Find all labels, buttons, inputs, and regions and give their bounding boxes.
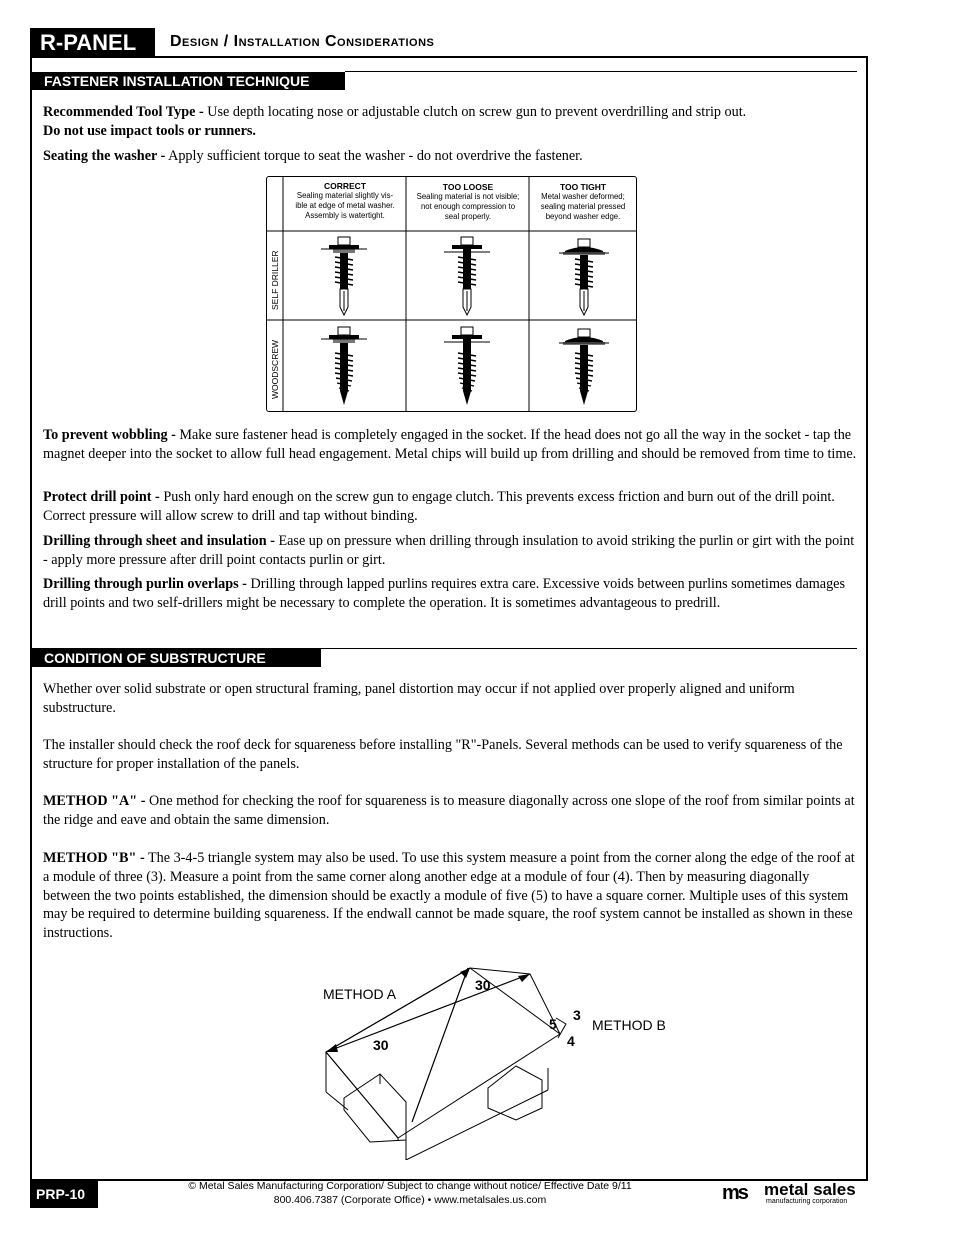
woodscrew-too-tight-icon bbox=[559, 325, 609, 409]
column-desc: Metal washer deformed; bbox=[541, 192, 625, 201]
label-purlin-overlaps: Drilling through purlin overlaps - bbox=[43, 576, 247, 592]
triangle-side-3: 3 bbox=[573, 1007, 581, 1023]
paragraph-seating-washer bbox=[43, 147, 858, 166]
text-sheet-insulation: Ease up on pressure when drilling through insulation to avoid striking the purlin or girt with the point - apply more pressure after drill point contacts purlin or girt. bbox=[43, 533, 855, 568]
column-desc: beyond washer edge. bbox=[545, 212, 621, 221]
text-method-a: One method for checking the roof for squareness is to measure diagonally across one slope of the roof from similar points at the ridge and eave and obtain the same dimension. bbox=[43, 793, 855, 828]
section-rule bbox=[30, 648, 857, 649]
column-desc: not enough compression to bbox=[420, 202, 516, 211]
label-method-a: METHOD "A" - bbox=[43, 793, 146, 809]
row-label-woodscrew: WOODSCREW bbox=[270, 339, 280, 399]
label-tool-type: Recommended Tool Type - bbox=[43, 104, 204, 120]
label-seating-washer: Seating the washer - bbox=[43, 148, 166, 164]
column-header-too-tight bbox=[530, 182, 636, 222]
triangle-side-5: 5 bbox=[549, 1016, 557, 1032]
paragraph-substrate: Whether over solid substrate or open structural framing, panel distortion may occur if not applied over properly aligned and uniform substructure. bbox=[43, 681, 795, 716]
text-tool-type: Use depth locating nose or adjustable clutch on screw gun to prevent overdrilling and strip out. bbox=[203, 104, 747, 120]
woodscrew-correct-icon bbox=[319, 325, 369, 409]
footer-copyright: © Metal Sales Manufacturing Corporation/ Subject to change without notice/ Effective Date 9/11 bbox=[188, 1180, 632, 1192]
self-driller-correct-icon bbox=[319, 235, 369, 319]
paragraph-wobbling bbox=[43, 426, 858, 464]
self-driller-too-tight-icon bbox=[559, 235, 609, 319]
section-heading-substructure: CONDITION OF SUBSTRUCTURE bbox=[30, 649, 321, 667]
text-wobbling: Make sure fastener head is completely engaged in the socket. If the head does not go all the way in the socket - tap the magnet deeper into the socket to allow full head engagement. Metal chips will build up from drilling and should be removed from time to time. bbox=[43, 427, 857, 462]
paragraph-method-a bbox=[43, 792, 858, 830]
column-desc: ible at edge of metal washer. bbox=[295, 201, 395, 210]
method-a-label: METHOD A bbox=[323, 986, 397, 1002]
column-desc: Assembly is watertight. bbox=[305, 211, 385, 220]
label-method-b: METHOD "B" - bbox=[43, 850, 145, 866]
dimension-top: 30 bbox=[475, 977, 491, 993]
paragraph-method-b bbox=[43, 849, 858, 943]
woodscrew-too-loose-icon bbox=[442, 325, 492, 409]
method-b-label: METHOD B bbox=[592, 1017, 666, 1033]
label-drill-point: Protect drill point - bbox=[43, 489, 160, 505]
text-drill-point: Push only hard enough on the screw gun to engage clutch. This prevents excess friction and burn out of the drill point. Correct pressure will allow screw to drill and tap without binding. bbox=[43, 489, 835, 524]
logo-mark-icon: ms bbox=[722, 1182, 747, 1204]
dimension-bottom: 30 bbox=[373, 1037, 389, 1053]
section-rule bbox=[345, 71, 857, 72]
label-sheet-insulation: Drilling through sheet and insulation - bbox=[43, 533, 275, 549]
text-seating-washer: Apply sufficient torque to seat the washer - do not overdrive the fastener. bbox=[165, 148, 583, 164]
column-desc: Sealing material slightly vis- bbox=[296, 191, 394, 200]
paragraph-purlin-overlaps bbox=[43, 575, 858, 613]
text-method-b: The 3-4-5 triangle system may also be used. To use this system measure a point from the corner along the edge of the roof at a module of three (3). Measure a point from the same corner along another edge at a module of four (4). Then by measuring diagonally between the two points established, the dimension should be exactly a module of five (5) to have a square corner. Multiple uses of this system may be required to determine building squareness. If the endwall cannot be made square, the roof system cannot be installed as shown in these instructions. bbox=[43, 850, 855, 942]
logo-subtitle: manufacturing corporation bbox=[766, 1198, 848, 1205]
page-code: PRP-10 bbox=[30, 1180, 98, 1208]
metal-sales-logo bbox=[722, 1180, 872, 1210]
paragraph-squareness: The installer should check the roof deck for squareness before installing "R"-Panels. Several methods can be used to verify squareness of the structure for proper installation of the panels. bbox=[43, 737, 843, 772]
footer-contact: 800.406.7387 (Corporate Office) • www.metalsales.us.com bbox=[273, 1194, 547, 1206]
section-heading-fastener: FASTENER INSTALLATION TECHNIQUE bbox=[30, 72, 345, 90]
column-title: TOO TIGHT bbox=[559, 182, 607, 192]
paragraph-sheet-insulation bbox=[43, 532, 858, 570]
self-driller-too-loose-icon bbox=[442, 235, 492, 319]
column-desc: sealing material pressed bbox=[540, 202, 626, 211]
row-label-self-driller: SELF DRILLER bbox=[270, 250, 280, 310]
page-title: Design / Installation Considerations bbox=[170, 33, 435, 50]
fastener-table bbox=[266, 176, 637, 412]
column-title: TOO LOOSE bbox=[442, 182, 494, 192]
column-header-correct bbox=[284, 181, 406, 221]
column-header-too-loose bbox=[407, 182, 529, 222]
logo-name: metal sales bbox=[764, 1180, 856, 1199]
column-desc: seal properly. bbox=[444, 212, 492, 221]
label-wobbling: To prevent wobbling - bbox=[43, 427, 176, 443]
brand-label: R-PANEL bbox=[30, 28, 155, 58]
note-impact-tools: Do not use impact tools or runners. bbox=[43, 122, 256, 139]
paragraph-tool-type bbox=[43, 103, 858, 141]
column-desc: Sealing material is not visible; bbox=[416, 192, 520, 201]
triangle-side-4: 4 bbox=[567, 1033, 575, 1049]
column-title: CORRECT bbox=[323, 181, 367, 191]
text-purlin-overlaps: Drilling through lapped purlins requires extra care. Excessive voids between purlins sometimes damages drill points and two self-drillers might be necessary to complete the operation. It is sometimes advantageous to predrill. bbox=[43, 576, 845, 611]
paragraph-drill-point bbox=[43, 488, 858, 526]
